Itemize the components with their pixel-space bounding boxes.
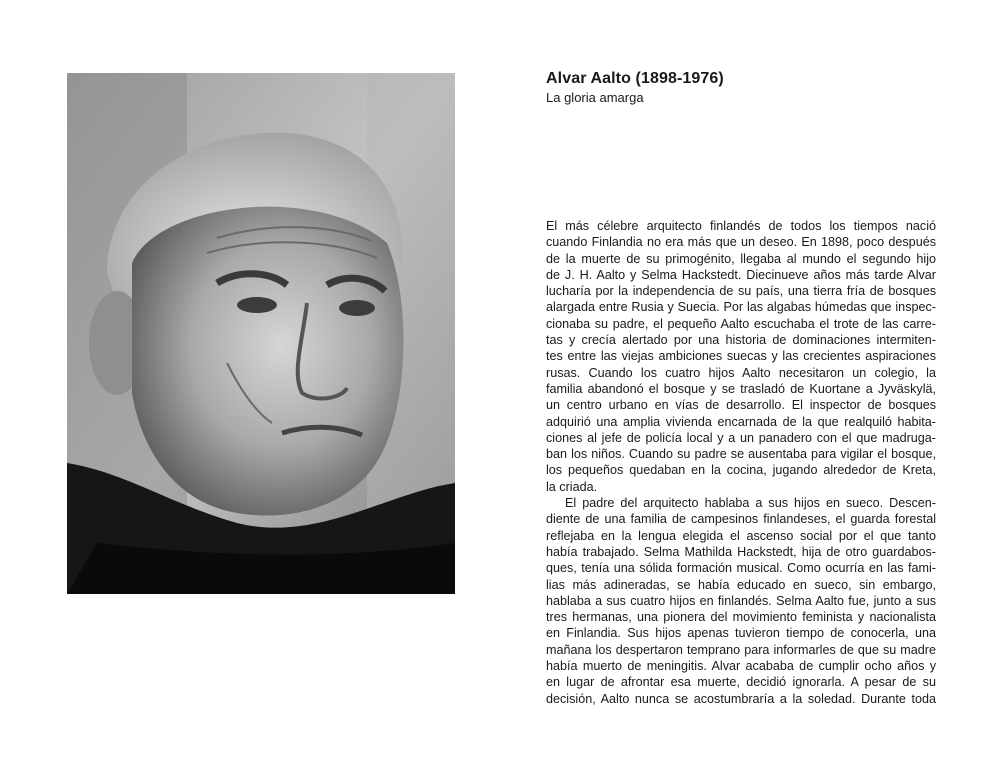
text-line: El padre del arquitecto hablaba a sus hijos en sueco. Descen- xyxy=(565,496,936,511)
article-heading xyxy=(546,68,946,106)
text-line: había muerto de meningitis. Alvar acababa de cumplir ocho años y xyxy=(546,659,936,674)
text-line: rusas. Cuando los cuatro hijos Aalto necesitaron un colegio, la xyxy=(546,365,936,380)
text-line: ciones al jefe de policía local y a un panadero con el que madruga- xyxy=(546,430,936,445)
article-subtitle: La gloria amarga xyxy=(546,90,644,105)
text-line: los pequeños quedaban en la cocina, jugando alrededor de Kreta, xyxy=(546,463,936,478)
text-line: de J. H. Aalto y Selma Hackstedt. Diecinueve años más tarde Alvar xyxy=(546,267,936,282)
text-line: en lugar de afrontar esa muerte, decidió ignorarla. A pesar de su xyxy=(546,675,936,690)
text-line: adquirió una amplia vivienda encarnada de la que realquiló habita- xyxy=(546,414,936,429)
text-line: había trabajado. Selma Mathilda Hackstedt, hija de otro guardabos- xyxy=(546,544,936,559)
text-line: lucharía por la independencia de su país, una tierra fría de bosques xyxy=(546,284,936,299)
text-line: ban los niños. Cuando su padre se ausentaba para vigilar el bosque, xyxy=(546,447,936,462)
text-line: reflejaba en la lengua elegida el ascenso social por el que tanto xyxy=(546,528,936,543)
portrait-photo xyxy=(67,73,455,594)
text-line: tres hermanas, una pionera del movimiento feminista y nacionalista xyxy=(546,610,936,625)
text-line: hablaba a sus cuatro hijos en finlandés. Selma Aalto fue, junto a sus xyxy=(546,593,936,608)
text-line: lias más adineradas, se había educado en sueco, sin embargo, xyxy=(546,577,936,592)
text-line: mañana los despertaron temprano para informarles de que su madre xyxy=(546,642,936,657)
text-line: decisión, Aalto nunca se acostumbraría a la soledad. Durante toda xyxy=(546,691,936,706)
text-line: cuando Finlandia no era más que un deseo. En 1898, poco después xyxy=(546,235,936,250)
text-line: un centro urbano en vías de desarrollo. El inspector de bosques xyxy=(546,398,936,413)
text-line: la criada. xyxy=(546,479,598,494)
text-line: alargada entre Rusia y Suecia. Por las algabas húmedas que inspec- xyxy=(546,300,936,315)
text-line: diente de una familia de campesinos finlandeses, el guarda forestal xyxy=(546,512,936,527)
article-body xyxy=(546,218,936,707)
text-line: El más célebre arquitecto finlandés de todos los tiempos nació xyxy=(546,219,936,233)
text-line: familia abandonó el bosque y se trasladó de Kuortane a Jyväskylä, xyxy=(546,381,936,396)
article-title: Alvar Aalto (1898-1976) xyxy=(546,70,724,87)
text-line: ques, tenía una sólida formación musical. Como ocurría en las fami- xyxy=(546,561,936,576)
text-line: cionaba su padre, el pequeño Aalto escuchaba el trote de las carre- xyxy=(546,316,936,331)
text-line: tes entre las viejas ambiciones suecas y las crecientes aspiraciones xyxy=(546,349,936,364)
text-line: de la muerte de su primogénito, llegaba al mundo el segundo hijo xyxy=(546,251,936,266)
text-line: tas y crecía alertado por una historia de dominaciones intermiten- xyxy=(546,333,936,348)
text-line: en Finlandia. Sus hijos apenas tuvieron tiempo de conocerla, una xyxy=(546,626,936,641)
